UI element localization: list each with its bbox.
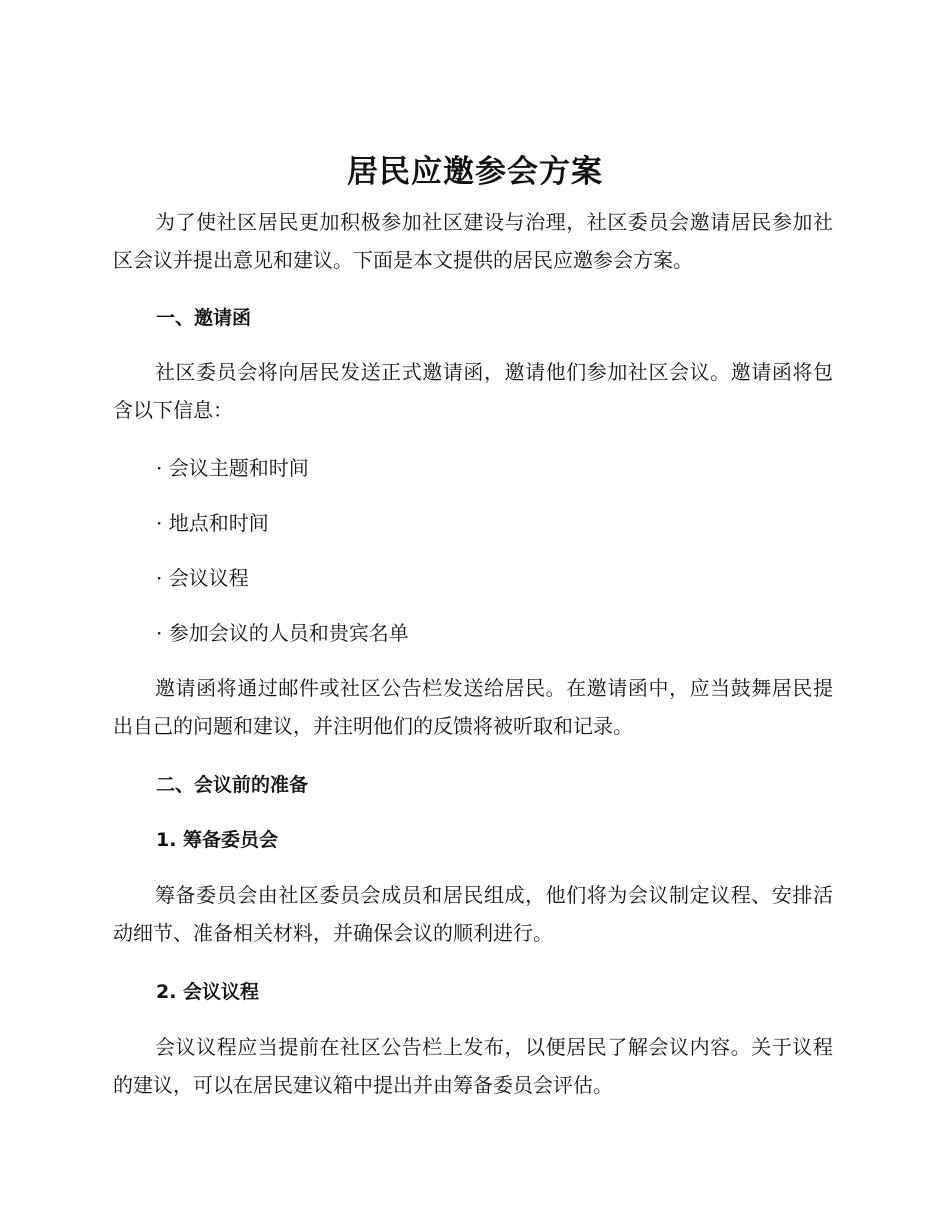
section-heading-preparation: 二、会议前的准备 bbox=[156, 774, 309, 796]
invitation-delivery-paragraph: 邀请函将通过邮件或社区公告栏发送给居民。在邀请函中，应当鼓舞居民提出自己的问题和建议，并注明他们的反馈将被听取和记录。 bbox=[113, 676, 833, 738]
bullet-item: · 会议主题和时间 bbox=[156, 456, 309, 480]
committee-paragraph: 筹备委员会由社区委员会成员和居民组成，他们将为会议制定议程、安排活动细节、准备相关材料，并确保会议的顺利进行。 bbox=[113, 883, 833, 945]
bullet-item: · 地点和时间 bbox=[156, 511, 269, 535]
bullet-item: · 会议议程 bbox=[156, 566, 249, 590]
document-title: 居民应邀参会方案 bbox=[347, 154, 603, 190]
section-heading-invitation: 一、邀请函 bbox=[156, 307, 252, 329]
subsection-heading-agenda: 2. 会议议程 bbox=[156, 981, 260, 1003]
agenda-paragraph: 会议议程应当提前在社区公告栏上发布，以便居民了解会议内容。关于议程的建议，可以在居民建议箱中提出并由筹备委员会评估。 bbox=[113, 1035, 833, 1097]
invitation-paragraph: 社区委员会将向居民发送正式邀请函，邀请他们参加社区会议。邀请函将包含以下信息： bbox=[113, 360, 833, 422]
bullet-item: · 参加会议的人员和贵宾名单 bbox=[156, 621, 409, 645]
subsection-heading-committee: 1. 筹备委员会 bbox=[156, 829, 279, 851]
intro-paragraph: 为了使社区居民更加积极参加社区建设与治理，社区委员会邀请居民参加社区会议并提出意见和建议。下面是本文提供的居民应邀参会方案。 bbox=[113, 210, 833, 272]
